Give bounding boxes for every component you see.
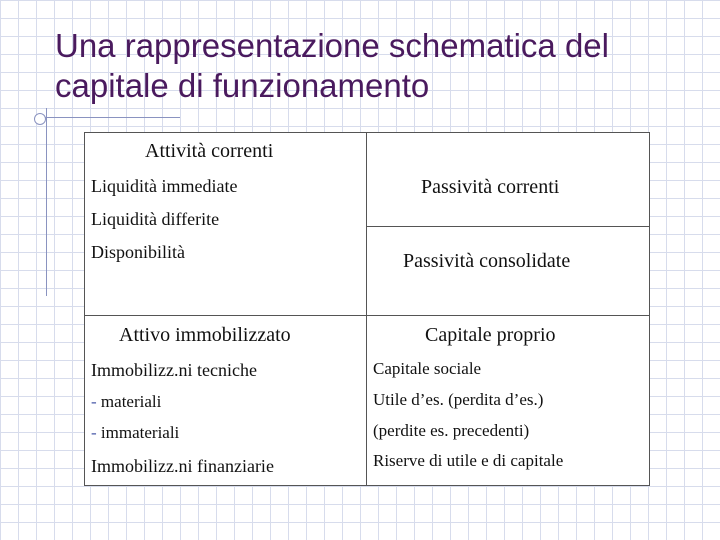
- list-item: Utile d’es. (perdita d’es.): [373, 390, 544, 409]
- list-item: Disponibilità: [91, 242, 185, 262]
- list-item: - immateriali: [91, 423, 180, 442]
- dash-bullet: -: [91, 423, 97, 442]
- decorative-rule-vertical: [46, 108, 47, 296]
- list-item: - materiali: [91, 392, 162, 411]
- title-line-2: capitale di funzionamento: [55, 67, 430, 104]
- dash-bullet: -: [91, 392, 97, 411]
- list-item: Riserve di utile e di capitale: [373, 451, 564, 470]
- table-divider-horizontal: [84, 315, 649, 316]
- slide-title: [55, 26, 705, 106]
- table-divider-vertical: [366, 132, 367, 486]
- list-item: (perdite es. precedenti): [373, 421, 530, 440]
- title-line-1: Una rappresentazione schematica del: [55, 27, 609, 64]
- list-item: Liquidità immediate: [91, 176, 238, 196]
- attivo-immobilizzato-heading: Attivo immobilizzato: [119, 324, 291, 346]
- decorative-rule-horizontal: [40, 117, 180, 118]
- passivita-consolidate-label: Passività consolidate: [403, 250, 571, 272]
- table-divider-right: [366, 226, 649, 227]
- capitale-proprio-heading: Capitale proprio: [425, 324, 556, 346]
- list-item: Immobilizz.ni finanziarie: [91, 456, 274, 476]
- list-item: Liquidità differite: [91, 209, 220, 229]
- attivita-correnti-heading: Attività correnti: [145, 140, 274, 162]
- passivita-correnti-label: Passività correnti: [421, 176, 560, 198]
- list-item: Capitale sociale: [373, 359, 482, 378]
- list-item: Immobilizz.ni tecniche: [91, 360, 257, 380]
- decorative-circle-icon: [34, 113, 46, 125]
